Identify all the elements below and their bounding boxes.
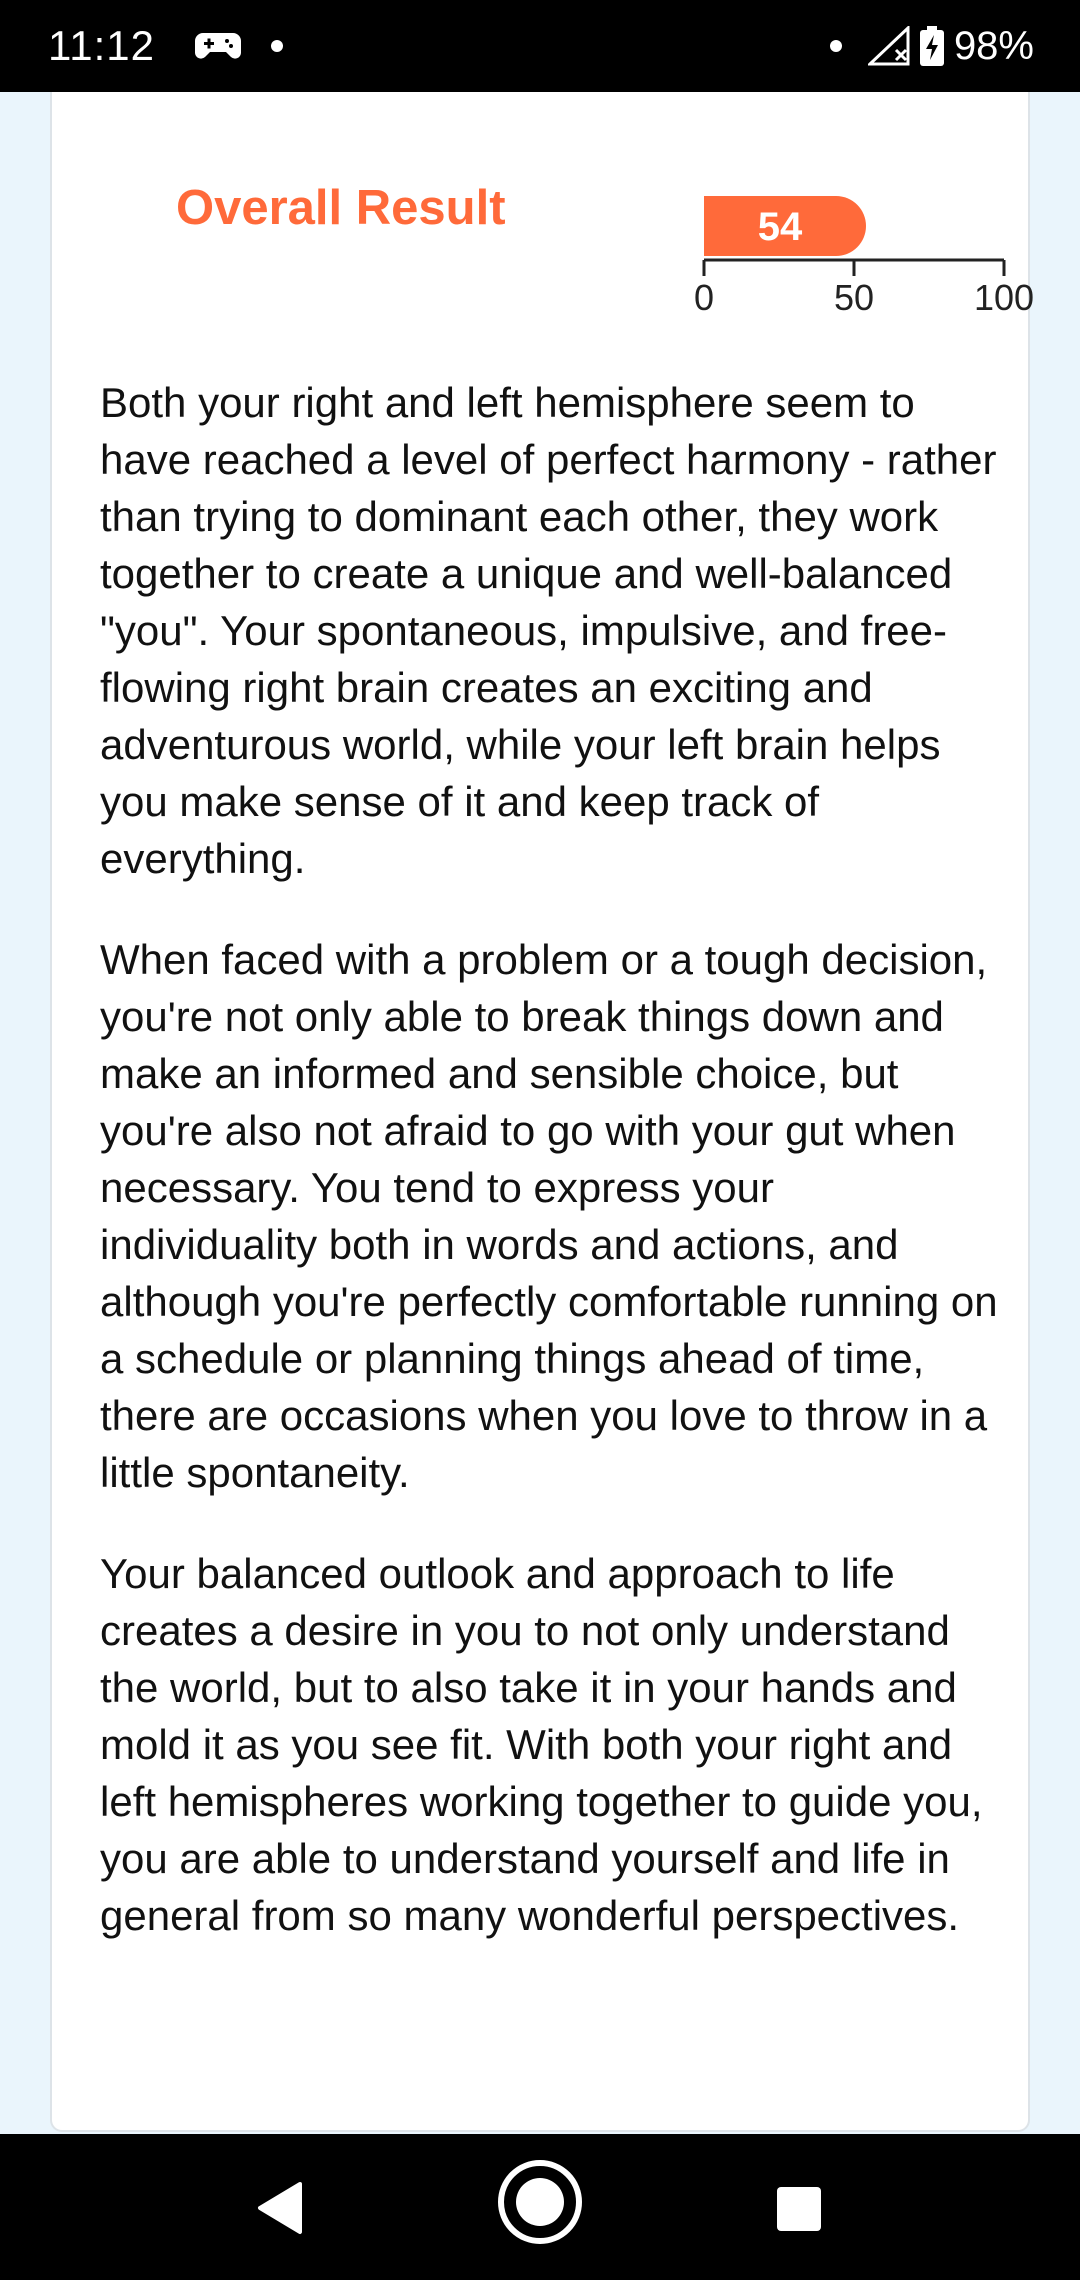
navigation-bar — [0, 2134, 1080, 2280]
result-bar-value-label: 54 — [757, 205, 803, 249]
back-icon[interactable] — [256, 2180, 304, 2236]
overall-result-chart — [642, 162, 1042, 312]
game-controller-icon — [195, 29, 241, 63]
status-time: 11:12 — [48, 22, 155, 69]
result-paragraph-3: Your balanced outlook and approach to life creates a desire in you to not only understand the world, but to also take it in your hands and mold it as you see fit. With both your right and left hemispheres working together to guide you, you are able to understand yourself and life in general from so many wonderful perspectives. — [100, 1550, 983, 1939]
result-description — [100, 374, 1000, 1988]
home-icon[interactable] — [496, 2158, 584, 2246]
result-paragraph-2: When faced with a problem or a tough decision, you're not only able to break things down and make an informed and sensible choice, but you're also not afraid to go with your gut when necessary. You tend to express your individuality both in words and actions, and although you're perfectly comfortable running on a schedule or planning things ahead of time, there are occasions when you love to throw in a little spontaneity. — [100, 936, 998, 1496]
status-dot-icon — [830, 40, 842, 52]
overall-result-label: Overall Result — [176, 181, 506, 235]
signal-icon — [868, 26, 914, 66]
battery-percentage: 98% — [953, 23, 1034, 68]
battery-charging-icon — [920, 26, 944, 66]
chart-tick-label: 0 — [693, 277, 715, 312]
status-bar — [0, 0, 1080, 92]
notification-dot-icon — [271, 40, 283, 52]
recent-apps-icon[interactable] — [776, 2186, 822, 2232]
result-paragraph-1: Both your right and left hemisphere seem to have reached a level of perfect harmony - rather than trying to dominant each other, they work together to create a unique and well-balanced "you". Your spontaneous, impulsive, and free-flowing right brain creates an exciting and adventurous world, while your left brain helps you make sense of it and keep track of everything. — [100, 379, 997, 882]
chart-tick-label: 50 — [833, 277, 875, 312]
result-card — [50, 92, 1035, 2132]
chart-tick-label: 100 — [973, 277, 1035, 312]
